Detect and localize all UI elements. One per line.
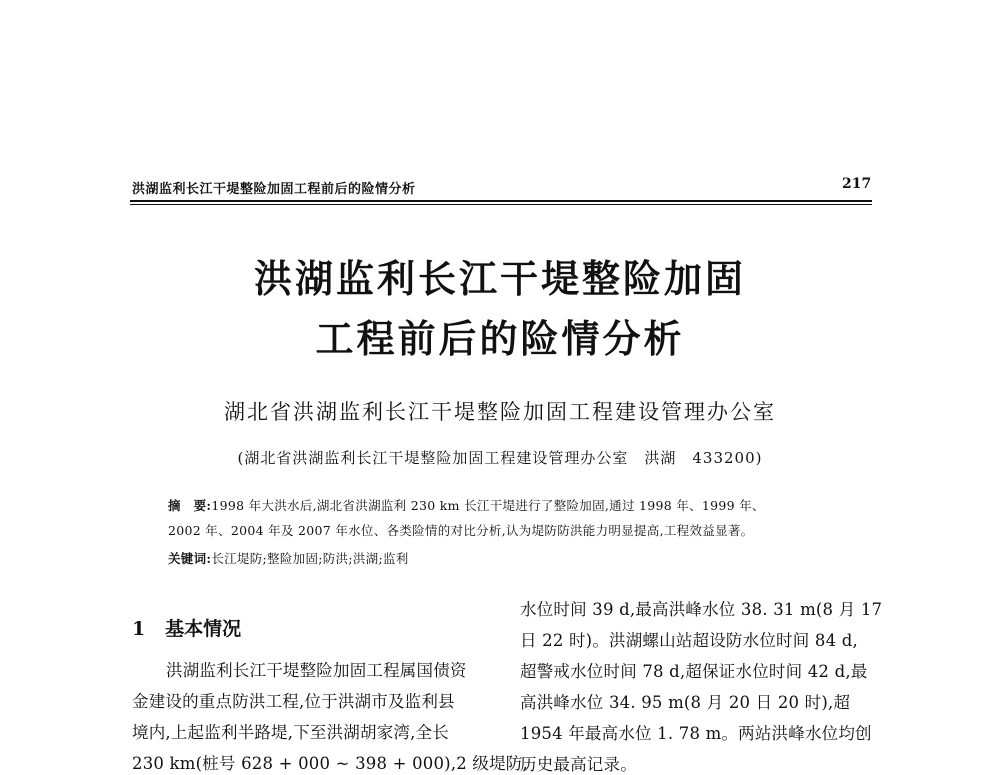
abstract-line-1: [168, 496, 765, 514]
keywords-label: 关键词:: [168, 551, 212, 566]
left-column-line: 境内,上起监利半路堤,下至洪湖胡家湾,全长: [132, 723, 449, 742]
right-column-line: 高洪峰水位 34. 95 m(8 月 20 日 20 时),超: [520, 693, 851, 712]
affiliation: (湖北省洪湖监利长江干堤整险加固工程建设管理办公室 洪湖 433200): [237, 449, 763, 467]
right-column-line: 水位时间 39 d,最高洪峰水位 38. 31 m(8 月 17: [520, 600, 883, 619]
right-column-line: 日 22 时)。洪湖螺山站超设防水位时间 84 d,: [520, 631, 858, 650]
right-column-line: 超警戒水位时间 78 d,超保证水位时间 42 d,最: [520, 662, 868, 681]
left-column-line: 洪湖监利长江干堤整险加固工程属国债资: [166, 661, 467, 680]
abstract-label: 摘 要:: [168, 498, 212, 513]
left-column-line: 230 km(桩号 628 + 000 ~ 398 + 000),2 级堤防,: [132, 754, 528, 773]
section-title: 基本情况: [165, 618, 242, 640]
paper-title-line-2: 工程前后的险情分析: [315, 317, 685, 361]
right-column-line: 1954 年最高水位 1. 78 m。两站洪峰水位均创: [520, 724, 872, 743]
page-number: 217: [842, 176, 872, 192]
left-column-line: 金建设的重点防洪工程,位于洪湖市及监利县: [132, 692, 455, 711]
keywords: [168, 549, 409, 567]
keywords-text: 长江堤防;整险加固;防洪;洪湖;监利: [211, 551, 409, 566]
running-title: 洪湖监利长江干堤整险加固工程前后的险情分析: [132, 182, 416, 197]
section-heading: [132, 614, 241, 641]
header-rule: [130, 200, 872, 205]
section-number: 1: [132, 618, 146, 640]
abstract-line-2: 2002 年、2004 年及 2007 年水位、各类险情的对比分析,认为堤防防洪能力明显提高,工程效益显著。: [168, 523, 754, 538]
abstract-text-1: 1998 年大洪水后,湖北省洪湖监利 230 km 长江干堤进行了整险加固,通过 1998 年、1999 年、: [211, 498, 765, 513]
paper-title-line-1: 洪湖监利长江干堤整险加固: [253, 257, 746, 301]
author: 湖北省洪湖监利长江干堤整险加固工程建设管理办公室: [224, 400, 776, 424]
right-column-line: 历史最高记录。: [520, 755, 637, 774]
